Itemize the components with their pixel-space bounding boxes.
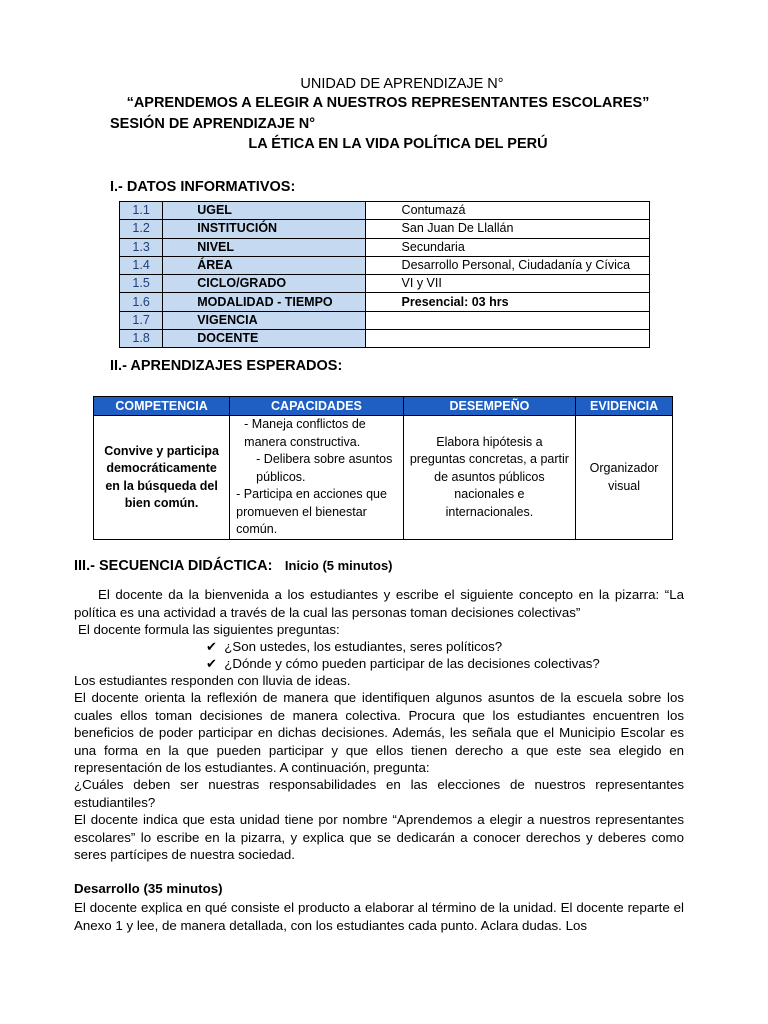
desarrollo-label: Desarrollo (35 minutos) xyxy=(74,881,223,896)
info-row xyxy=(120,256,650,274)
info-key: INSTITUCIÓN xyxy=(163,220,365,238)
info-value xyxy=(365,330,649,348)
paragraph-2: El docente formula las siguientes preguntas: xyxy=(78,622,340,637)
session-title: LA ÉTICA EN LA VIDA POLÍTICA DEL PERÚ xyxy=(248,136,548,152)
info-number: 1.7 xyxy=(120,311,163,329)
info-number: 1.1 xyxy=(120,202,163,220)
info-key: NIVEL xyxy=(163,238,365,256)
paragraph-5: ¿Cuáles deben ser nuestras responsabilidades en las elecciones de nuestros representantes estudiantiles? xyxy=(74,777,684,810)
section2-heading: II.- APRENDIZAJES ESPERADOS: xyxy=(110,358,343,374)
checkmark-icon: ✔ xyxy=(206,656,217,671)
info-value: Presencial: 03 hrs xyxy=(365,293,649,311)
capacidad-3: - Participa en acciones que promueven el bienestar común. xyxy=(236,487,387,537)
info-key: UGEL xyxy=(163,202,365,220)
unit-heading: UNIDAD DE APRENDIZAJE N° xyxy=(300,76,504,92)
info-value: Desarrollo Personal, Ciudadanía y Cívica xyxy=(365,256,649,274)
info-number: 1.6 xyxy=(120,293,163,311)
info-number: 1.3 xyxy=(120,238,163,256)
info-value xyxy=(365,311,649,329)
learning-table xyxy=(93,396,673,540)
info-value: Secundaria xyxy=(365,238,649,256)
info-row xyxy=(120,311,650,329)
paragraph-4: El docente orienta la reflexión de manera que identifiquen algunos asuntos de la escuela sobre los cuales ellos toman decisiones de manera colectiva. Procura que los estudiantes encuentren los beneficios de poder participar en dichas decisiones. Además, les señala que el Municipio Escolar es una forma en la que pueden participar y que ellos tienen derecho a que este sea elegido en representación de los estudiantes. A continuación, pregunta: xyxy=(74,690,684,776)
info-number: 1.5 xyxy=(120,275,163,293)
info-table xyxy=(119,201,650,348)
capacidades-cell xyxy=(230,416,403,540)
section3-heading: III.- SECUENCIA DIDÁCTICA: xyxy=(74,558,273,574)
info-row xyxy=(120,202,650,220)
info-key: VIGENCIA xyxy=(163,311,365,329)
desempeno-cell: Elabora hipótesis a preguntas concretas, a partir de asuntos públicos nacionales e internacionales. xyxy=(403,416,575,540)
evidencia-cell: Organizador visual xyxy=(576,416,673,540)
question-2 xyxy=(206,655,676,673)
inicio-label: Inicio (5 minutos) xyxy=(284,558,393,573)
info-row xyxy=(120,330,650,348)
info-value: San Juan De Llallán xyxy=(365,220,649,238)
session-heading: SESIÓN DE APRENDIZAJE N° xyxy=(110,116,316,132)
info-number: 1.4 xyxy=(120,256,163,274)
info-key: MODALIDAD - TIEMPO xyxy=(163,293,365,311)
info-value: Contumazá xyxy=(365,202,649,220)
info-row xyxy=(120,220,650,238)
competencia-cell: Convive y participa democráticamente en la búsqueda del bien común. xyxy=(94,416,230,540)
paragraph-6: El docente indica que esta unidad tiene por nombre “Aprendemos a elegir a nuestros representantes escolares” lo escribe en la pizarra, y explica que se dedicarán a conocer derechos y deberes como seres partícipes de nuestra sociedad. xyxy=(74,812,684,863)
paragraph-3: Los estudiantes responden con lluvia de ideas. xyxy=(74,673,351,688)
capacidad-2: - Delibera sobre asuntos públicos. xyxy=(256,452,393,484)
checkmark-icon: ✔ xyxy=(206,639,217,654)
info-number: 1.8 xyxy=(120,330,163,348)
info-number: 1.2 xyxy=(120,220,163,238)
col-desempeno: DESEMPEÑO xyxy=(403,397,575,416)
info-row xyxy=(120,238,650,256)
info-key: DOCENTE xyxy=(163,330,365,348)
question-1 xyxy=(206,638,676,656)
section3-heading-row xyxy=(74,557,393,575)
unit-title: “APRENDEMOS A ELEGIR A NUESTROS REPRESENTANTES ESCOLARES” xyxy=(126,95,650,111)
info-key: CICLO/GRADO xyxy=(163,275,365,293)
info-value: VI y VII xyxy=(365,275,649,293)
col-evidencia: EVIDENCIA xyxy=(576,397,673,416)
col-competencia: COMPETENCIA xyxy=(94,397,230,416)
capacidad-1: - Maneja conflictos de manera constructiva. xyxy=(244,417,366,449)
info-row xyxy=(120,293,650,311)
section1-heading: I.- DATOS INFORMATIVOS: xyxy=(110,179,296,195)
question-2-text: ¿Dónde y cómo pueden participar de las decisiones colectivas? xyxy=(224,656,600,671)
question-1-text: ¿Son ustedes, los estudiantes, seres políticos? xyxy=(224,639,503,654)
info-key: ÁREA xyxy=(163,256,365,274)
info-row xyxy=(120,275,650,293)
paragraph-1: El docente da la bienvenida a los estudiantes y escribe el siguiente concepto en la pizarra: “La política es una actividad a través de la cual las personas toman decisiones colectivas” xyxy=(74,587,684,620)
col-capacidades: CAPACIDADES xyxy=(230,397,403,416)
paragraph-7: El docente explica en qué consiste el producto a elaborar al término de la unidad. El docente reparte el Anexo 1 y lee, de manera detallada, con los estudiantes cada punto. Aclara dudas. Los xyxy=(74,900,684,933)
